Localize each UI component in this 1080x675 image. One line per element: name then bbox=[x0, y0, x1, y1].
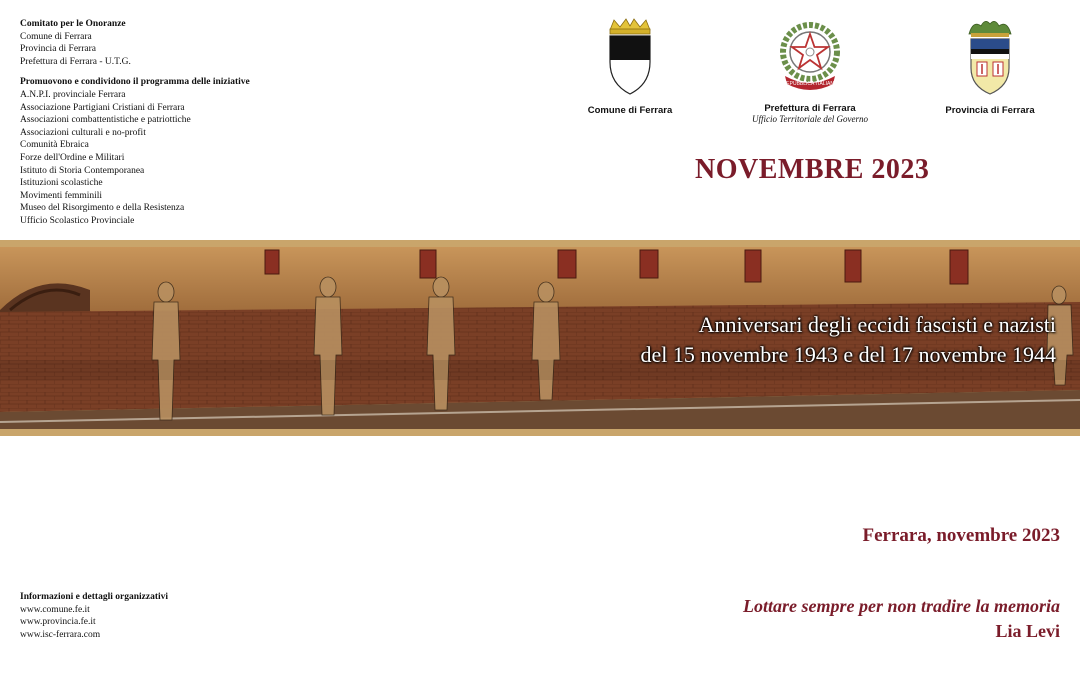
banner-line-1: Anniversari degli eccidi fascisti e nazisti bbox=[698, 312, 1056, 337]
promoter-item: Museo del Risorgimento e della Resistenza bbox=[20, 203, 185, 214]
logo-prefettura bbox=[730, 18, 890, 124]
provincia-label: Provincia di Ferrara bbox=[945, 105, 1035, 116]
promoters-heading: Promuovono e condividono il programma delle iniziative bbox=[20, 77, 250, 88]
promoter-item: Associazioni combattentistiche e patriottiche bbox=[20, 115, 191, 126]
logo-provincia bbox=[930, 18, 1050, 116]
committee-member: Provincia di Ferrara bbox=[20, 44, 96, 55]
prefettura-sublabel: Ufficio Territoriale del Governo bbox=[752, 114, 868, 124]
prefettura-label: Prefettura di Ferrara bbox=[764, 103, 856, 114]
comune-label: Comune di Ferrara bbox=[587, 105, 673, 116]
promoter-item: Associazione Partigiani Cristiani di Ferrara bbox=[20, 102, 185, 113]
info-block bbox=[20, 591, 280, 641]
promoter-item: A.N.P.I. provinciale Ferrara bbox=[20, 89, 126, 100]
promoter-item: Ufficio Scolastico Provinciale bbox=[20, 215, 135, 226]
promoter-item: Comunità Ebraica bbox=[20, 140, 89, 151]
committee-member: Prefettura di Ferrara - U.T.G. bbox=[20, 56, 131, 67]
ferrara-province-crest-icon bbox=[930, 18, 1050, 101]
logo-comune bbox=[570, 18, 690, 116]
place-date: Ferrara, novembre 2023 bbox=[862, 525, 1060, 546]
commemoration-banner bbox=[0, 240, 1080, 436]
info-link-isc[interactable]: www.isc-ferrara.com bbox=[20, 629, 101, 640]
promoter-item: Istituto di Storia Contemporanea bbox=[20, 165, 145, 176]
banner-line-2: del 15 novembre 1943 e del 17 novembre 1944 bbox=[640, 342, 1056, 367]
quote-author: Lia Levi bbox=[995, 621, 1060, 641]
committee-member: Comune di Ferrara bbox=[20, 31, 92, 42]
organizers-column bbox=[20, 18, 350, 228]
info-link-provincia[interactable]: www.provincia.fe.it bbox=[20, 617, 96, 628]
info-link-comune[interactable]: www.comune.fe.it bbox=[20, 604, 90, 615]
month-title: NOVEMBRE 2023 bbox=[695, 154, 930, 185]
quote-text: Lottare sempre per non tradire la memoria bbox=[743, 596, 1060, 616]
info-heading: Informazioni e dettagli organizzativi bbox=[20, 592, 169, 602]
promoter-item: Associazioni culturali e no-profit bbox=[20, 127, 146, 138]
promoter-item: Forze dell'Ordine e Militari bbox=[20, 152, 125, 163]
banner-caption bbox=[641, 310, 1056, 370]
promoter-item: Istituzioni scolastiche bbox=[20, 178, 103, 189]
committee-heading: Comitato per le Onoranze bbox=[20, 19, 126, 29]
italian-republic-emblem-icon bbox=[730, 18, 890, 99]
ferrara-city-crest-icon bbox=[570, 18, 690, 101]
promoter-item: Movimenti femminili bbox=[20, 190, 103, 201]
emblem-ribbon-text: REPUBBLICA ITALIANA bbox=[782, 81, 838, 87]
